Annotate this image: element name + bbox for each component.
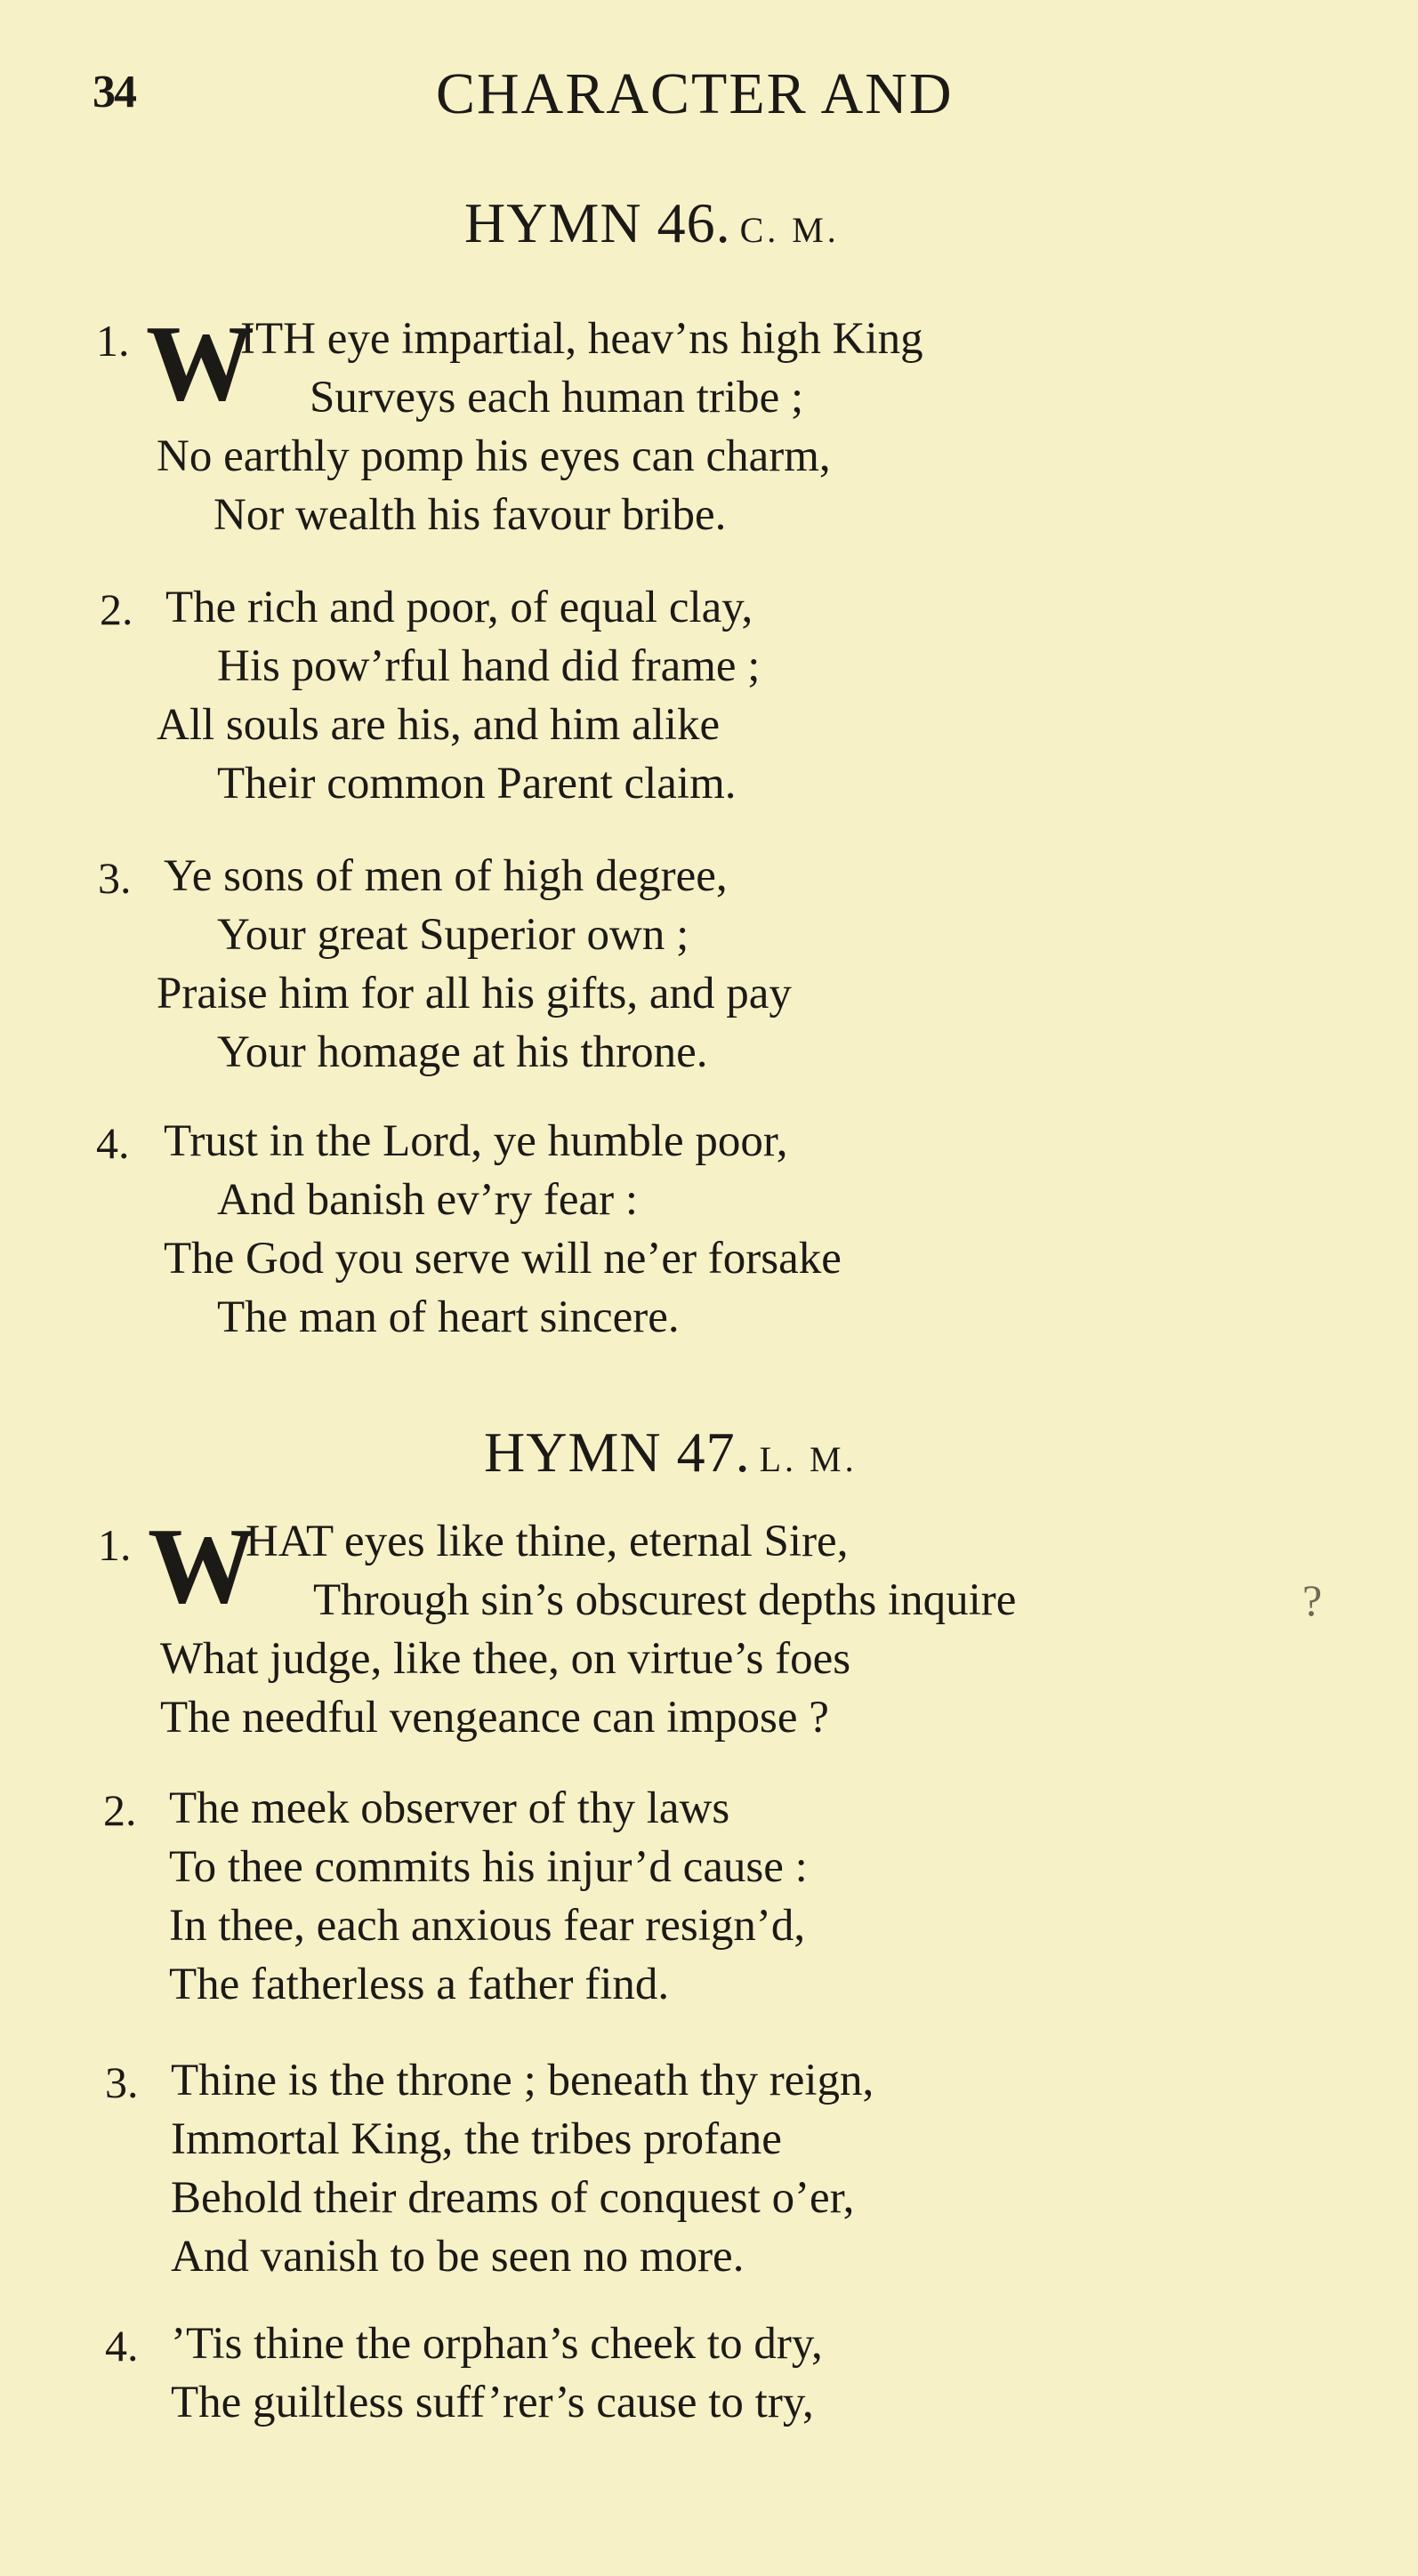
hymn-47-drop-cap: W <box>148 1506 256 1626</box>
hymn-47-verse-3-line-2: Immortal King, the tribes profane <box>171 2114 782 2164</box>
hymn-47-verse-2-line-3: In thee, each anxious fear resign’d, <box>169 1901 806 1951</box>
hymn-46-verse-4-number: 4. <box>96 1118 130 1168</box>
hymn-46-verse-2-line-4: Their common Parent claim. <box>217 759 737 809</box>
hymn-46-verse-4-line-3: The God you serve will ne’er forsake <box>164 1234 842 1284</box>
margin-question-mark: ? <box>1302 1575 1323 1625</box>
hymn-46-verse-1-line-1: ITH eye impartial, heav’ns high King <box>240 314 923 364</box>
hymn-46-verse-1-number: 1. <box>96 316 130 366</box>
hymn-47-verse-4-line-2: The guiltless suff’rer’s cause to try, <box>171 2378 814 2427</box>
hymn-47-verse-3-line-1: Thine is the throne ; beneath thy reign, <box>171 2056 874 2105</box>
hymn-46-number: HYMN 46. <box>464 191 731 254</box>
hymn-47-verse-4-line-1: ’Tis thine the orphan’s cheek to dry, <box>171 2319 823 2369</box>
hymn-47-verse-2-number: 2. <box>103 1785 137 1835</box>
hymn-47-verse-3-number: 3. <box>105 2057 139 2107</box>
hymn-46-verse-4-line-4: The man of heart sincere. <box>217 1292 680 1342</box>
hymn-47-verse-1-line-4: The needful vengeance can impose ? <box>160 1693 829 1743</box>
hymn-46-verse-4-line-1: Trust in the Lord, ye humble poor, <box>164 1116 788 1166</box>
hymn-47-verse-2-line-1: The meek observer of thy laws <box>169 1783 730 1833</box>
hymn-46-verse-4-line-2: And banish ev’ry fear : <box>217 1175 638 1225</box>
hymn-46-verse-1-line-2: Surveys each human tribe ; <box>310 373 804 423</box>
hymn-46-verse-3-line-4: Your homage at his throne. <box>217 1027 708 1077</box>
hymn-46-verse-2-number: 2. <box>100 584 133 634</box>
hymn-47-verse-1-line-2: Through sin’s obscurest depths inquire <box>313 1575 1017 1625</box>
hymn-46-verse-2-line-1: The rich and poor, of equal clay, <box>165 583 753 632</box>
hymn-47-verse-2-line-2: To thee commits his injur’d cause : <box>169 1842 808 1892</box>
hymn-46-title <box>464 190 840 256</box>
hymn-47-verse-4-number: 4. <box>105 2321 139 2371</box>
hymn-46-verse-3-number: 3. <box>98 853 132 903</box>
hymn-46-drop-cap: W <box>146 303 254 423</box>
hymn-46-verse-2-line-2: His pow’rful hand did frame ; <box>217 641 761 691</box>
hymn-47-verse-1-line-1: HAT eyes like thine, eternal Sire, <box>246 1517 849 1566</box>
hymn-47-title <box>484 1420 858 1485</box>
hymn-47-meter: L. M. <box>759 1439 858 1479</box>
hymn-46-verse-1-line-3: No earthly pomp his eyes can charm, <box>157 431 831 481</box>
hymn-46-verse-3-line-1: Ye sons of men of high degree, <box>164 851 728 901</box>
hymn-47-verse-3-line-3: Behold their dreams of conquest o’er, <box>171 2173 855 2223</box>
hymn-46-verse-1-line-4: Nor wealth his favour bribe. <box>214 490 727 540</box>
hymn-47-number: HYMN 47. <box>484 1421 751 1484</box>
hymn-47-verse-3-line-4: And vanish to be seen no more. <box>171 2232 745 2282</box>
hymn-47-verse-1-number: 1. <box>98 1520 132 1570</box>
hymn-46-verse-3-line-3: Praise him for all his gifts, and pay <box>157 969 792 1018</box>
hymn-46-verse-3-line-2: Your great Superior own ; <box>217 910 689 960</box>
hymn-46-meter: C. M. <box>739 210 840 250</box>
running-head: CHARACTER AND <box>436 61 954 126</box>
hymn-46-verse-2-line-3: All souls are his, and him alike <box>157 700 721 750</box>
hymn-47-verse-1-line-3: What judge, like thee, on virtue’s foes <box>160 1634 851 1684</box>
hymn-47-verse-2-line-4: The fatherless a father find. <box>169 1960 670 2009</box>
page-number: 34 <box>93 67 135 117</box>
